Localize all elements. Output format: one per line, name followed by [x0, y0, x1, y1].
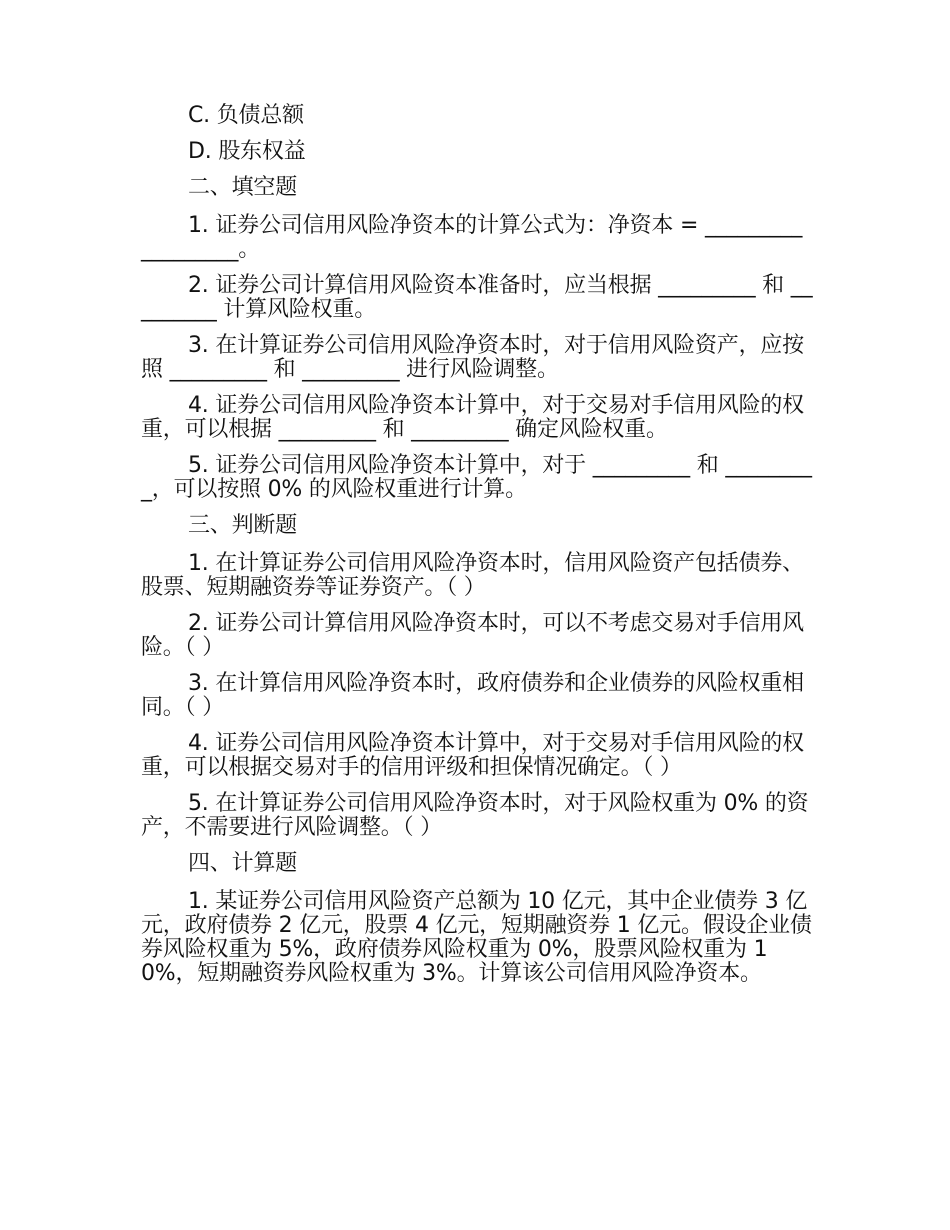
calc-question-1: 1. 某证券公司信用风险资产总额为 10 亿元，其中企业债券 3 亿元，政府债券 2 亿元，股票 4 亿元，短期融资券 1 亿元。假设企业债券风险权重为 5%，政府债券风险权重为 0%，股票风险权重为 10%，短期融资券风险权重为 3%。计算该公司信用风险净资本。: [141, 889, 812, 986]
section-heading-calculation: 四、计算题: [188, 851, 298, 876]
judge-question-3: 3. 在计算信用风险净资本时，政府债券和企业债券的风险权重相同。（ ）: [141, 671, 804, 720]
fill-question-5: 5. 证券公司信用风险净资本计算中，对于 _________ 和 _________，可以按照 0% 的风险权重进行计算。: [141, 453, 812, 502]
judge-question-4: 4. 证券公司信用风险净资本计算中，对于交易对手信用风险的权重，可以根据交易对手的信用评级和担保情况确定。（ ）: [141, 731, 804, 780]
section-heading-fill-in: 二、填空题: [188, 175, 298, 200]
fill-question-4: 4. 证券公司信用风险净资本计算中，对于交易对手信用风险的权重，可以根据 _________ 和 _________ 确定风险权重。: [141, 393, 804, 442]
document-body: [141, 104, 813, 998]
fill-question-1: 1. 证券公司信用风险净资本的计算公式为：净资本 = _________ _________。: [141, 213, 803, 262]
judge-question-1: 1. 在计算证券公司信用风险净资本时，信用风险资产包括债券、股票、短期融资券等证券资产。（ ）: [141, 551, 804, 600]
judge-question-5: 5. 在计算证券公司信用风险净资本时，对于风险权重为 0% 的资产，不需要进行风险调整。（ ）: [141, 791, 809, 840]
section-heading-judgement: 三、判断题: [188, 513, 298, 538]
option-c: C. 负债总额: [188, 103, 304, 128]
fill-question-2: 2. 证券公司计算信用风险资本准备时，应当根据 _________ 和 _________ 计算风险权重。: [141, 273, 813, 322]
option-d: D. 股东权益: [188, 139, 306, 164]
fill-question-3: 3. 在计算证券公司信用风险净资本时，对于信用风险资产，应按照 _________ 和 _________ 进行风险调整。: [141, 333, 804, 382]
judge-question-2: 2. 证券公司计算信用风险净资本时，可以不考虑交易对手信用风险。（ ）: [141, 611, 804, 660]
